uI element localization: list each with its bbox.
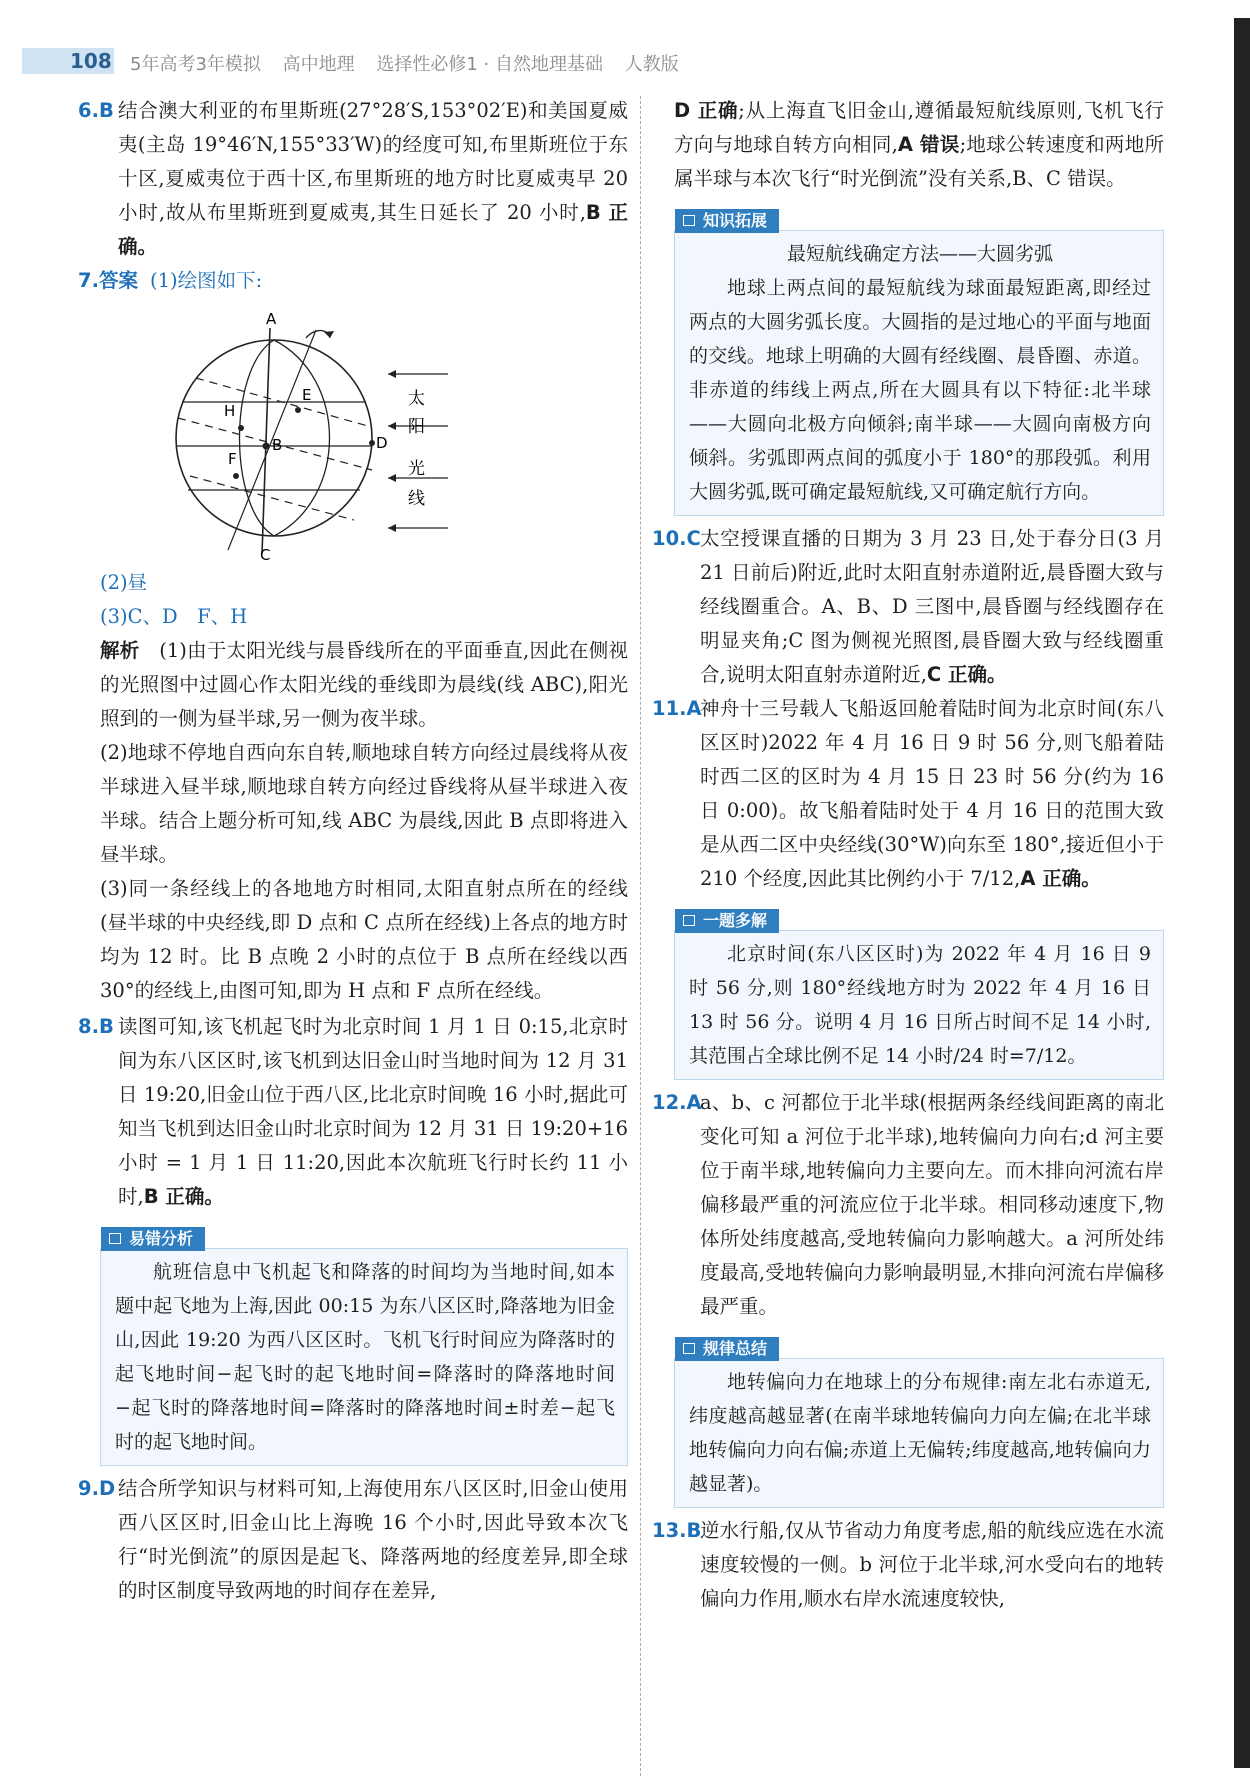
q8-mistake-box (100, 1229, 628, 1466)
q8-box-text: 航班信息中飞机起飞和降落的时间均为当地时间,如本题中起飞地为上海,因此 00:15 为东八区区时,降落地为旧金山,因此 19:20 为西八区区时。飞机飞行时间应为降落时的起飞地时间−起飞时的起飞地时间=降落时的降落地时间−起飞时的降落地时间=降落时的降落地时间±时差−起飞时的起飞地时间。 (115, 1261, 615, 1453)
label-h: H (224, 402, 236, 420)
point-e (295, 407, 301, 413)
q9-wrong1: A 错误 (897, 133, 960, 156)
q13-number: 13.B (652, 1519, 702, 1542)
page-number: 108 (22, 48, 114, 74)
sun-ray-head-1 (388, 370, 396, 378)
sun-ray-head-3 (388, 474, 396, 482)
sun-text-2: 阳 (408, 417, 425, 437)
sun-text-3: 光 (408, 459, 425, 479)
question-9 (78, 1472, 628, 1608)
globe (176, 310, 388, 564)
dashed-line-3 (190, 476, 354, 520)
header-book: 选择性必修1 · 自然地理基础 (376, 54, 603, 75)
q11-multi-solution-box (674, 911, 1164, 1080)
q12-number: 12.A (652, 1091, 702, 1114)
page-header (22, 48, 1212, 78)
q11-box-text: 北京时间(东八区区时)为 2022 年 4 月 16 日 9 时 56 分,则 180°经线地方时为 2022 年 4 月 16 日 13 时 56 分。说明 4 月 16 日所占时间不足 14 小时,其范围占全球比例不足 14 小时/24 时=7/12。 (689, 943, 1151, 1067)
q10-end: C 正确。 (926, 663, 1007, 686)
q9-wrong2: B、C 错误。 (1012, 167, 1126, 190)
q9-knowledge-box (674, 211, 1164, 516)
q11-box-tag: 一题多解 (675, 909, 779, 933)
q10-number: 10.C (652, 527, 701, 550)
sun-ray-head-2 (388, 422, 396, 430)
sun-ray-heads (388, 370, 396, 532)
q9-box-tag: 知识拓展 (675, 209, 779, 233)
q7-part1: (1)绘图如下: (149, 269, 263, 292)
header-subject: 高中地理 (282, 54, 355, 75)
point-f (233, 473, 239, 479)
page-edge-bar (1234, 18, 1250, 1768)
label-c: C (260, 546, 271, 564)
q9-number: 9.D (78, 1477, 116, 1500)
q7-jx1: (1)由于太阳光线与晨昏线所在的平面垂直,因此在侧视的光照图中过圆心作太阳光线的垂线即为晨线(线 ABC),阳光照到的一侧为昼半球,另一侧为夜半球。 (100, 639, 628, 730)
q8-text: 读图可知,该飞机起飞时为北京时间 1 月 1 日 0:15,北京时间为东八区区时,该飞机到达旧金山时当地时间为 12 月 31 日 19:20,旧金山位于西八区,比北京时间晚 16 小时,据此可知当飞机到达旧金山时北京时间为 12 月 31 日 19:20+16 小时 = 1 月 1 日 11:20,因此本次航班飞行时长约 11 小时, (118, 1015, 628, 1208)
q11-number: 11.A (652, 697, 702, 720)
q9-text: 结合所学知识与材料可知,上海使用东八区区时,旧金山使用西八区区时,旧金山比上海晚 16 个小时,因此导致本次飞行“时光倒流”的原因是起飞、降落两地的经度差异,即全球的时区制度导致两地的时间存在差异, (118, 1477, 628, 1602)
point-b (263, 443, 270, 450)
label-b: B (272, 436, 283, 454)
q12-text: a、b、c 河都位于北半球(根据两条经线间距离的南北变化可知 a 河位于北半球),地转偏向力向右;d 河主要位于南半球,地转偏向力主要向左。而木排向河流右岸偏移最严重的河流应位于北半球。相同移动速度下,物体所处纬度越高,受地转偏向力影响越大。a 河所处纬度最高,受地转偏向力影响最明显,木排向河流右岸偏移最严重。 (700, 1091, 1164, 1318)
q6-end: B 正确。 (118, 201, 628, 258)
q9-box-title: 最短航线确定方法——大圆劣弧 (786, 243, 1053, 265)
point-d (369, 440, 375, 446)
q12-box-text: 地转偏向力在地球上的分布规律:南左北右赤道无,纬度越高越显著(在南半球地转偏向力向左偏;在北半球地转偏向力向右偏;赤道上无偏转;纬度越高,地转偏向力越显著)。 (689, 1371, 1151, 1495)
question-10 (652, 522, 1164, 692)
q12-box-tag: 规律总结 (675, 1337, 779, 1361)
q7-jiexi-label: 解析 (100, 639, 140, 662)
header-series: 5年高考3年模拟 (130, 54, 261, 75)
sun-text-1: 太 (408, 389, 425, 409)
question-7 (78, 264, 628, 1008)
q9-continued (652, 94, 1164, 196)
rotation-arrowhead (324, 331, 334, 338)
q11-text: 神舟十三号载人飞船返回舱着陆时间为北京时间(东八区区时)2022 年 4 月 16 日 9 时 56 分,则飞船着陆时西二区的区时为 4 月 15 日 23 时 56 分(约为 16 日 0:00)。故飞船着陆时处于 4 月 16 日的范围大致是从西二区中央经线(30°W)向东至 180°,接近但小于 210 个经度,因此其比例约小于 7/12, (700, 697, 1164, 890)
label-f: F (228, 450, 237, 468)
header-edition: 人教版 (624, 54, 679, 75)
q11-end: A 正确。 (1020, 867, 1101, 890)
question-6 (78, 94, 628, 264)
q9-mid: D 正确 (674, 99, 739, 122)
q8-number: 8.B (78, 1015, 114, 1038)
q13-text: 逆水行船,仅从节省动力角度考虑,船的航线应选在水流速度较慢的一侧。b 河位于北半球,河水受向右的地转偏向力作用,顺水右岸水流速度较快, (700, 1519, 1164, 1610)
sun-ray-head-4 (388, 524, 396, 532)
q8-end: B 正确。 (143, 1185, 224, 1208)
question-11 (652, 692, 1164, 896)
q9-text2: ;从上海直飞旧金山,遵循最短航线原则,飞机飞行方向与地球自转方向相同, (674, 99, 1164, 156)
question-8 (78, 1010, 628, 1214)
column-divider (640, 96, 641, 1776)
q12-rule-box (674, 1339, 1164, 1508)
q9-box-text: 地球上两点间的最短航线为球面最短距离,即经过两点的大圆劣弧长度。大圆指的是过地心的平面与地面的交线。地球上明确的大圆有经线圈、晨昏圈、赤道。非赤道的纬线上两点,所在大圆具有以下特征:北半球——大圆向北极方向倾斜;南半球——大圆向南极方向倾斜。劣弧即两点间的弧度小于 180°的那段弧。利用大圆劣弧,既可确定最短航线,又可确定航行方向。 (689, 277, 1151, 503)
q7-jx3: (3)同一条经线上的各地地方时相同,太阳直射点所在的经线(昼半球的中央经线,即 D 点和 C 点所在经线)上各点的地方时均为 12 时。比 B 点晚 2 小时的点位于 B 点所在经线以西 30°的经线上,由图可知,即为 H 点和 F 点所在经线。 (100, 877, 628, 1002)
q7-part2: (2)昼 (100, 571, 148, 594)
left-column (78, 94, 628, 1608)
q7-number: 7.答案 (78, 269, 138, 292)
q9-text3: ;地球公转速度和两地所属半球与本次飞行“时光倒流”没有关系, (674, 133, 1164, 190)
q7-jx2: (2)地球不停地自西向东自转,顺地球自转方向经过晨线将从夜半球进入昼半球,顺地球自转方向经过昏线将从昼半球进入夜半球。结合上题分析可知,线 ABC 为晨线,因此 B 点即将进入昼半球。 (100, 741, 628, 866)
q8-box-tag: 易错分析 (101, 1227, 205, 1251)
q6-text: 结合澳大利亚的布里斯班(27°28′S,153°02′E)和美国夏威夷(主岛 19°46′N,155°33′W)的经度可知,布里斯班位于东十区,夏威夷位于西十区,布里斯班的地方时比夏威夷早 20 小时,故从布里斯班到夏威夷,其生日延长了 20 小时, (118, 99, 628, 224)
right-column (652, 94, 1164, 1616)
question-13 (652, 1514, 1164, 1616)
label-d: D (376, 434, 388, 452)
header-text (130, 50, 695, 76)
q7-part3: (3)C、D F、H (100, 605, 248, 628)
label-a: A (266, 310, 277, 328)
illumination-diagram (78, 298, 628, 566)
point-h (238, 425, 244, 431)
sun-text-4: 线 (408, 489, 425, 509)
question-12 (652, 1086, 1164, 1324)
q10-text: 太空授课直播的日期为 3 月 23 日,处于春分日(3 月 21 日前后)附近,此时太阳直射赤道附近,晨昏圈大致与经线圈重合。A、B、D 三图中,晨昏圈与经线圈存在明显夹角;C 图为侧视光照图,晨昏圈大致与经线圈重合,说明太阳直射赤道附近, (700, 527, 1164, 686)
q6-number: 6.B (78, 99, 114, 122)
label-e: E (302, 386, 312, 404)
